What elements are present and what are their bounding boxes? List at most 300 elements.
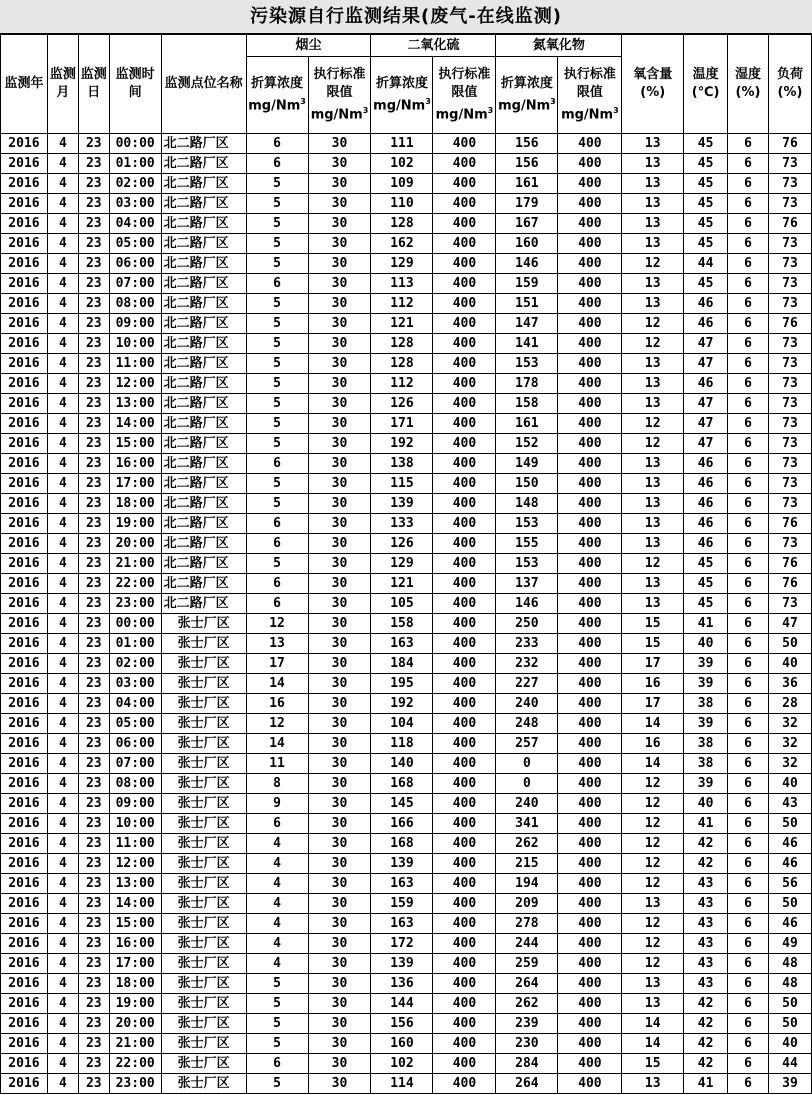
cell-time: 11:00: [109, 834, 161, 854]
cell-day: 23: [78, 714, 109, 734]
cell-year: 2016: [1, 994, 48, 1014]
cell-so2-limit: 400: [433, 974, 496, 994]
cell-so2-conc: 104: [371, 714, 433, 734]
cell-day: 23: [78, 614, 109, 634]
cell-time: 07:00: [109, 754, 161, 774]
cell-nox-limit: 400: [558, 794, 622, 814]
cell-time: 05:00: [109, 234, 161, 254]
cell-o2: 13: [622, 474, 684, 494]
cell-day: 23: [78, 994, 109, 1014]
cell-dust-conc: 6: [246, 454, 308, 474]
cell-site: 北二路厂区: [161, 354, 246, 374]
cell-site: 北二路厂区: [161, 414, 246, 434]
header-dust: 烟尘: [246, 35, 371, 57]
cell-year: 2016: [1, 454, 48, 474]
cell-nox-conc: 161: [496, 414, 558, 434]
cell-site: 北二路厂区: [161, 574, 246, 594]
cell-nox-limit: 400: [558, 174, 622, 194]
cell-dust-limit: 30: [308, 154, 371, 174]
cell-nox-conc: 215: [496, 854, 558, 874]
cell-so2-conc: 145: [371, 794, 433, 814]
cell-o2: 12: [622, 834, 684, 854]
table-row: [1, 314, 812, 334]
cell-dust-limit: 30: [308, 354, 371, 374]
cell-day: 23: [78, 814, 109, 834]
cell-nox-limit: 400: [558, 374, 622, 394]
header-so2-conc: [371, 57, 433, 134]
cell-load: 40: [768, 654, 811, 674]
cell-year: 2016: [1, 1074, 48, 1094]
cell-site: 北二路厂区: [161, 254, 246, 274]
cell-so2-limit: 400: [433, 594, 496, 614]
cell-so2-limit: 400: [433, 394, 496, 414]
cell-so2-conc: 168: [371, 774, 433, 794]
cell-nox-limit: 400: [558, 254, 622, 274]
cell-year: 2016: [1, 274, 48, 294]
cell-nox-conc: 158: [496, 394, 558, 414]
cell-so2-limit: 400: [433, 154, 496, 174]
cell-nox-conc: 146: [496, 594, 558, 614]
table-row: [1, 554, 812, 574]
cell-so2-conc: 109: [371, 174, 433, 194]
header-unit: mg/Nm$^3$: [435, 105, 494, 123]
cell-load: 73: [768, 234, 811, 254]
table-row: [1, 194, 812, 214]
cell-dust-conc: 9: [246, 794, 308, 814]
cell-temp: 41: [684, 614, 728, 634]
cell-site: 北二路厂区: [161, 494, 246, 514]
cell-humidity: 6: [728, 854, 769, 874]
table-row: [1, 834, 812, 854]
cell-day: 23: [78, 1014, 109, 1034]
cell-so2-conc: 192: [371, 694, 433, 714]
cell-year: 2016: [1, 894, 48, 914]
cell-site: 张士厂区: [161, 1054, 246, 1074]
cell-day: 23: [78, 934, 109, 954]
cell-year: 2016: [1, 174, 48, 194]
cell-load: 46: [768, 834, 811, 854]
cell-dust-conc: 13: [246, 634, 308, 654]
cell-nox-limit: 400: [558, 654, 622, 674]
cell-humidity: 6: [728, 1074, 769, 1094]
cell-nox-limit: 400: [558, 134, 622, 154]
cell-time: 09:00: [109, 314, 161, 334]
cell-so2-conc: 159: [371, 894, 433, 914]
table-row: [1, 174, 812, 194]
cell-month: 4: [47, 374, 78, 394]
cell-day: 23: [78, 674, 109, 694]
cell-nox-limit: 400: [558, 554, 622, 574]
cell-month: 4: [47, 214, 78, 234]
cell-o2: 13: [622, 394, 684, 414]
cell-so2-conc: 112: [371, 294, 433, 314]
cell-dust-conc: 5: [246, 414, 308, 434]
cell-site: 张士厂区: [161, 954, 246, 974]
cell-site: 北二路厂区: [161, 234, 246, 254]
cell-so2-limit: 400: [433, 474, 496, 494]
cell-day: 23: [78, 1074, 109, 1094]
cell-load: 73: [768, 494, 811, 514]
cell-time: 06:00: [109, 734, 161, 754]
cell-year: 2016: [1, 1034, 48, 1054]
cell-time: 22:00: [109, 574, 161, 594]
cell-day: 23: [78, 174, 109, 194]
cell-so2-limit: 400: [433, 454, 496, 474]
cell-dust-conc: 5: [246, 394, 308, 414]
cell-site: 北二路厂区: [161, 214, 246, 234]
cell-load: 73: [768, 354, 811, 374]
header-unit: mg/Nm$^3$: [498, 96, 556, 114]
cell-dust-limit: 30: [308, 194, 371, 214]
cell-time: 14:00: [109, 894, 161, 914]
cell-dust-conc: 5: [246, 294, 308, 314]
cell-humidity: 6: [728, 614, 769, 634]
table-row: [1, 1034, 812, 1054]
cell-temp: 38: [684, 694, 728, 714]
cell-load: 73: [768, 434, 811, 454]
cell-nox-limit: 400: [558, 1054, 622, 1074]
cell-nox-limit: 400: [558, 714, 622, 734]
cell-day: 23: [78, 694, 109, 714]
cell-dust-conc: 5: [246, 474, 308, 494]
cell-day: 23: [78, 274, 109, 294]
cell-dust-limit: 30: [308, 994, 371, 1014]
cell-humidity: 6: [728, 1014, 769, 1034]
cell-humidity: 6: [728, 234, 769, 254]
cell-nox-limit: 400: [558, 454, 622, 474]
cell-nox-limit: 400: [558, 994, 622, 1014]
cell-site: 张士厂区: [161, 734, 246, 754]
cell-nox-limit: 400: [558, 1074, 622, 1094]
cell-day: 23: [78, 894, 109, 914]
cell-temp: 40: [684, 634, 728, 654]
cell-dust-limit: 30: [308, 634, 371, 654]
cell-humidity: 6: [728, 834, 769, 854]
table-row: [1, 894, 812, 914]
cell-year: 2016: [1, 134, 48, 154]
cell-so2-conc: 126: [371, 534, 433, 554]
cell-so2-limit: 400: [433, 434, 496, 454]
cell-year: 2016: [1, 794, 48, 814]
cell-month: 4: [47, 174, 78, 194]
cell-humidity: 6: [728, 794, 769, 814]
cell-so2-conc: 112: [371, 374, 433, 394]
cell-humidity: 6: [728, 474, 769, 494]
cell-so2-conc: 118: [371, 734, 433, 754]
cell-humidity: 6: [728, 574, 769, 594]
cell-day: 23: [78, 214, 109, 234]
header-conc-label: 折算浓度: [500, 75, 553, 91]
cell-year: 2016: [1, 914, 48, 934]
table-row: [1, 454, 812, 474]
cell-dust-limit: 30: [308, 134, 371, 154]
cell-nox-limit: 400: [558, 1014, 622, 1034]
cell-year: 2016: [1, 474, 48, 494]
cell-site: 北二路厂区: [161, 434, 246, 454]
cell-so2-conc: 114: [371, 1074, 433, 1094]
cell-nox-limit: 400: [558, 934, 622, 954]
cell-so2-limit: 400: [433, 714, 496, 734]
cell-temp: 45: [684, 234, 728, 254]
table-row: [1, 514, 812, 534]
cell-day: 23: [78, 634, 109, 654]
cell-dust-limit: 30: [308, 434, 371, 454]
cell-nox-conc: 153: [496, 554, 558, 574]
cell-humidity: 6: [728, 674, 769, 694]
cell-day: 23: [78, 834, 109, 854]
cell-temp: 45: [684, 594, 728, 614]
cell-nox-conc: 262: [496, 834, 558, 854]
cell-dust-limit: 30: [308, 454, 371, 474]
cell-load: 39: [768, 1074, 811, 1094]
cell-nox-conc: 150: [496, 474, 558, 494]
cell-o2: 15: [622, 634, 684, 654]
cell-load: 40: [768, 774, 811, 794]
cell-so2-conc: 133: [371, 514, 433, 534]
cell-dust-limit: 30: [308, 254, 371, 274]
cell-nox-conc: 257: [496, 734, 558, 754]
cell-site: 张士厂区: [161, 634, 246, 654]
cell-time: 07:00: [109, 274, 161, 294]
cell-day: 23: [78, 594, 109, 614]
cell-nox-limit: 400: [558, 834, 622, 854]
header-site: 监测点位名称: [161, 35, 246, 134]
table-row: [1, 634, 812, 654]
header-nox: 氮氧化物: [496, 35, 622, 57]
cell-nox-limit: 400: [558, 874, 622, 894]
cell-humidity: 6: [728, 654, 769, 674]
cell-so2-conc: 128: [371, 354, 433, 374]
header-unit: mg/Nm$^3$: [248, 96, 306, 114]
cell-load: 32: [768, 714, 811, 734]
cell-month: 4: [47, 554, 78, 574]
table-row: [1, 414, 812, 434]
cell-o2: 13: [622, 174, 684, 194]
cell-year: 2016: [1, 314, 48, 334]
cell-so2-limit: 400: [433, 614, 496, 634]
cell-month: 4: [47, 274, 78, 294]
cell-site: 张士厂区: [161, 994, 246, 1014]
cell-day: 23: [78, 394, 109, 414]
cell-year: 2016: [1, 634, 48, 654]
cell-humidity: 6: [728, 994, 769, 1014]
table-body: [1, 134, 812, 1094]
cell-o2: 12: [622, 934, 684, 954]
cell-nox-conc: 141: [496, 334, 558, 354]
cell-site: 张士厂区: [161, 874, 246, 894]
cell-dust-limit: 30: [308, 274, 371, 294]
cell-month: 4: [47, 1054, 78, 1074]
cell-day: 23: [78, 574, 109, 594]
cell-time: 08:00: [109, 294, 161, 314]
cell-so2-conc: 162: [371, 234, 433, 254]
cell-o2: 12: [622, 954, 684, 974]
cell-so2-limit: 400: [433, 914, 496, 934]
cell-so2-limit: 400: [433, 414, 496, 434]
cell-dust-conc: 4: [246, 894, 308, 914]
cell-temp: 45: [684, 554, 728, 574]
cell-year: 2016: [1, 674, 48, 694]
cell-month: 4: [47, 434, 78, 454]
cell-temp: 41: [684, 1074, 728, 1094]
cell-so2-conc: 128: [371, 214, 433, 234]
cell-o2: 13: [622, 374, 684, 394]
cell-nox-conc: 149: [496, 454, 558, 474]
cell-year: 2016: [1, 154, 48, 174]
cell-time: 01:00: [109, 154, 161, 174]
cell-dust-limit: 30: [308, 694, 371, 714]
cell-nox-conc: 179: [496, 194, 558, 214]
table-row: [1, 754, 812, 774]
cell-dust-limit: 30: [308, 874, 371, 894]
cell-month: 4: [47, 894, 78, 914]
cell-site: 张士厂区: [161, 934, 246, 954]
cell-so2-limit: 400: [433, 954, 496, 974]
cell-nox-conc: 0: [496, 754, 558, 774]
cell-month: 4: [47, 774, 78, 794]
cell-temp: 44: [684, 254, 728, 274]
cell-so2-limit: 400: [433, 694, 496, 714]
cell-load: 73: [768, 254, 811, 274]
cell-time: 10:00: [109, 814, 161, 834]
cell-nox-conc: 146: [496, 254, 558, 274]
cell-month: 4: [47, 874, 78, 894]
table-row: [1, 334, 812, 354]
cell-temp: 39: [684, 674, 728, 694]
cell-o2: 13: [622, 974, 684, 994]
cell-so2-conc: 140: [371, 754, 433, 774]
cell-o2: 12: [622, 774, 684, 794]
cell-nox-conc: 239: [496, 1014, 558, 1034]
header-unit: mg/Nm$^3$: [310, 105, 369, 123]
cell-dust-limit: 30: [308, 534, 371, 554]
cell-year: 2016: [1, 614, 48, 634]
cell-so2-conc: 105: [371, 594, 433, 614]
table-row: [1, 594, 812, 614]
table-row: [1, 994, 812, 1014]
cell-dust-conc: 5: [246, 494, 308, 514]
table-row: [1, 854, 812, 874]
cell-o2: 15: [622, 1054, 684, 1074]
cell-o2: 12: [622, 554, 684, 574]
cell-so2-conc: 163: [371, 914, 433, 934]
cell-nox-conc: 244: [496, 934, 558, 954]
cell-load: 73: [768, 194, 811, 214]
cell-so2-limit: 400: [433, 274, 496, 294]
cell-month: 4: [47, 634, 78, 654]
cell-time: 02:00: [109, 174, 161, 194]
cell-time: 15:00: [109, 914, 161, 934]
cell-so2-conc: 168: [371, 834, 433, 854]
cell-so2-limit: 400: [433, 994, 496, 1014]
table-row: [1, 354, 812, 374]
header-dust-limit: [308, 57, 371, 134]
cell-time: 11:00: [109, 354, 161, 374]
cell-month: 4: [47, 834, 78, 854]
table-row: [1, 1054, 812, 1074]
cell-load: 28: [768, 694, 811, 714]
cell-year: 2016: [1, 374, 48, 394]
cell-so2-limit: 400: [433, 194, 496, 214]
cell-temp: 45: [684, 214, 728, 234]
cell-nox-conc: 262: [496, 994, 558, 1014]
cell-temp: 38: [684, 754, 728, 774]
table-row: [1, 974, 812, 994]
cell-o2: 13: [622, 514, 684, 534]
cell-so2-conc: 138: [371, 454, 433, 474]
cell-so2-limit: 400: [433, 294, 496, 314]
cell-year: 2016: [1, 414, 48, 434]
header-load: 负荷(%): [768, 35, 811, 134]
cell-site: 张士厂区: [161, 974, 246, 994]
cell-load: 48: [768, 954, 811, 974]
cell-year: 2016: [1, 594, 48, 614]
cell-site: 北二路厂区: [161, 514, 246, 534]
cell-o2: 16: [622, 674, 684, 694]
cell-month: 4: [47, 134, 78, 154]
cell-so2-conc: 129: [371, 554, 433, 574]
cell-year: 2016: [1, 734, 48, 754]
cell-month: 4: [47, 314, 78, 334]
cell-month: 4: [47, 534, 78, 554]
cell-year: 2016: [1, 1014, 48, 1034]
cell-year: 2016: [1, 694, 48, 714]
cell-dust-limit: 30: [308, 714, 371, 734]
cell-so2-conc: 129: [371, 254, 433, 274]
cell-year: 2016: [1, 854, 48, 874]
cell-nox-limit: 400: [558, 634, 622, 654]
cell-site: 张士厂区: [161, 654, 246, 674]
cell-load: 73: [768, 534, 811, 554]
cell-temp: 43: [684, 974, 728, 994]
cell-day: 23: [78, 494, 109, 514]
cell-temp: 43: [684, 954, 728, 974]
cell-year: 2016: [1, 254, 48, 274]
cell-temp: 41: [684, 814, 728, 834]
monitoring-table: [0, 34, 812, 1094]
cell-time: 09:00: [109, 794, 161, 814]
cell-dust-conc: 5: [246, 234, 308, 254]
cell-load: 73: [768, 174, 811, 194]
header-conc-label: 折算浓度: [251, 75, 304, 91]
cell-temp: 47: [684, 434, 728, 454]
cell-o2: 12: [622, 434, 684, 454]
cell-month: 4: [47, 814, 78, 834]
table-row: [1, 574, 812, 594]
cell-month: 4: [47, 154, 78, 174]
cell-dust-conc: 16: [246, 694, 308, 714]
cell-humidity: 6: [728, 1034, 769, 1054]
cell-nox-limit: 400: [558, 814, 622, 834]
cell-month: 4: [47, 254, 78, 274]
cell-so2-limit: 400: [433, 374, 496, 394]
cell-nox-conc: 152: [496, 434, 558, 454]
cell-so2-conc: 128: [371, 334, 433, 354]
cell-nox-conc: 159: [496, 274, 558, 294]
cell-humidity: 6: [728, 694, 769, 714]
cell-temp: 46: [684, 294, 728, 314]
cell-humidity: 6: [728, 334, 769, 354]
cell-o2: 14: [622, 1034, 684, 1054]
cell-dust-limit: 30: [308, 814, 371, 834]
cell-humidity: 6: [728, 214, 769, 234]
cell-year: 2016: [1, 294, 48, 314]
cell-site: 张士厂区: [161, 694, 246, 714]
cell-dust-limit: 30: [308, 974, 371, 994]
cell-year: 2016: [1, 574, 48, 594]
cell-nox-limit: 400: [558, 754, 622, 774]
cell-nox-limit: 400: [558, 534, 622, 554]
